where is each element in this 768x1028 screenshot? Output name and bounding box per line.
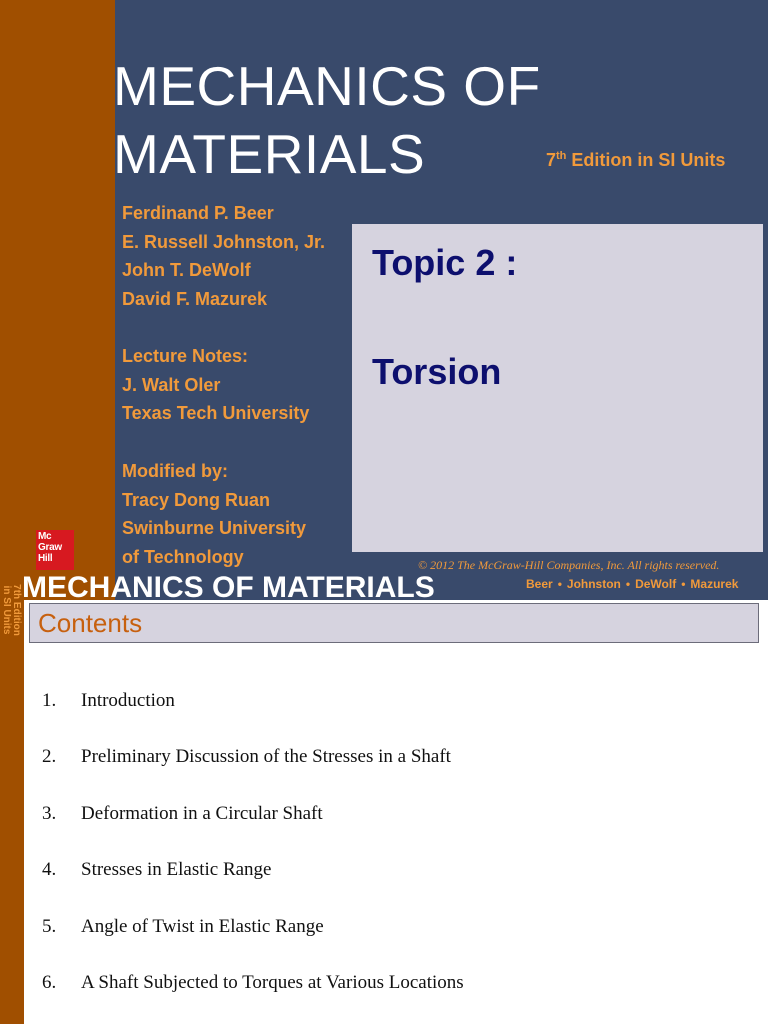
header-author: Beer xyxy=(526,577,553,591)
vertical-edition-label xyxy=(0,576,24,646)
modified-by-name: Tracy Dong Ruan xyxy=(122,489,271,510)
author-list xyxy=(122,199,325,313)
modified-by-institution: of Technology xyxy=(122,546,244,567)
author-name: David F. Mazurek xyxy=(122,288,268,309)
edition-text: Edition in SI Units xyxy=(566,150,726,170)
item-number: 4. xyxy=(42,859,57,881)
book-title xyxy=(113,52,541,188)
book-title-line-2: MATERIALS xyxy=(113,123,426,185)
item-text: A Shaft Subjected to Torques at Various Locations xyxy=(81,971,464,993)
topic-title: Torsion xyxy=(372,351,502,392)
item-text: Deformation in a Circular Shaft xyxy=(81,802,323,824)
header-authors: Beer • Johnston • DeWolf • Mazurek xyxy=(526,577,739,591)
author-name: E. Russell Johnston, Jr. xyxy=(122,231,326,252)
header-author: Johnston xyxy=(566,577,621,591)
mcgraw-hill-logo-icon xyxy=(36,530,74,570)
item-text: Preliminary Discussion of the Stresses in a Shaft xyxy=(81,746,451,768)
item-text: Angle of Twist in Elastic Range xyxy=(81,915,324,937)
item-text: Stresses in Elastic Range xyxy=(81,859,272,881)
item-text: Introduction xyxy=(81,690,175,711)
copyright-notice: © 2012 The McGraw-Hill Companies, Inc. All rights reserved. xyxy=(418,558,720,572)
edition-number: 7 xyxy=(546,150,557,170)
item-number: 3. xyxy=(42,802,57,824)
lecture-notes-author: J. Walt Oler xyxy=(122,374,221,395)
slide-header-title: MECHANICS OF MATERIALS xyxy=(22,571,435,604)
topic-number: Topic 2 : xyxy=(372,242,518,283)
item-number: 2. xyxy=(42,746,57,768)
header-author: DeWolf xyxy=(635,577,677,591)
contents-heading: Contents xyxy=(38,608,143,638)
logo-text: Hill xyxy=(38,553,53,564)
header-author: Mazurek xyxy=(690,577,739,591)
lecture-notes-institution: Texas Tech University xyxy=(122,403,310,424)
contents-heading-box xyxy=(29,603,759,643)
lecture-notes-credit xyxy=(122,342,309,428)
book-title-line-1: MECHANICS OF xyxy=(113,55,541,117)
left-orange-strip xyxy=(0,0,115,600)
vertical-edition-line: 7th Edition xyxy=(11,584,22,636)
lecture-notes-heading: Lecture Notes: xyxy=(122,346,249,366)
modified-by-credit xyxy=(122,457,306,571)
author-name: John T. DeWolf xyxy=(122,260,251,281)
edition-label xyxy=(546,150,725,171)
modified-by-institution: Swinburne University xyxy=(122,518,307,539)
edition-suffix: th xyxy=(556,150,567,162)
item-number: 1. xyxy=(42,690,57,711)
item-number: 5. xyxy=(42,915,57,937)
logo-text: Graw xyxy=(38,542,62,553)
logo-text: Mc xyxy=(38,531,52,542)
modified-by-heading: Modified by: xyxy=(122,461,228,481)
item-number: 6. xyxy=(42,971,57,993)
author-name: Ferdinand P. Beer xyxy=(122,203,274,223)
vertical-edition-line: in SI Units xyxy=(1,585,12,635)
